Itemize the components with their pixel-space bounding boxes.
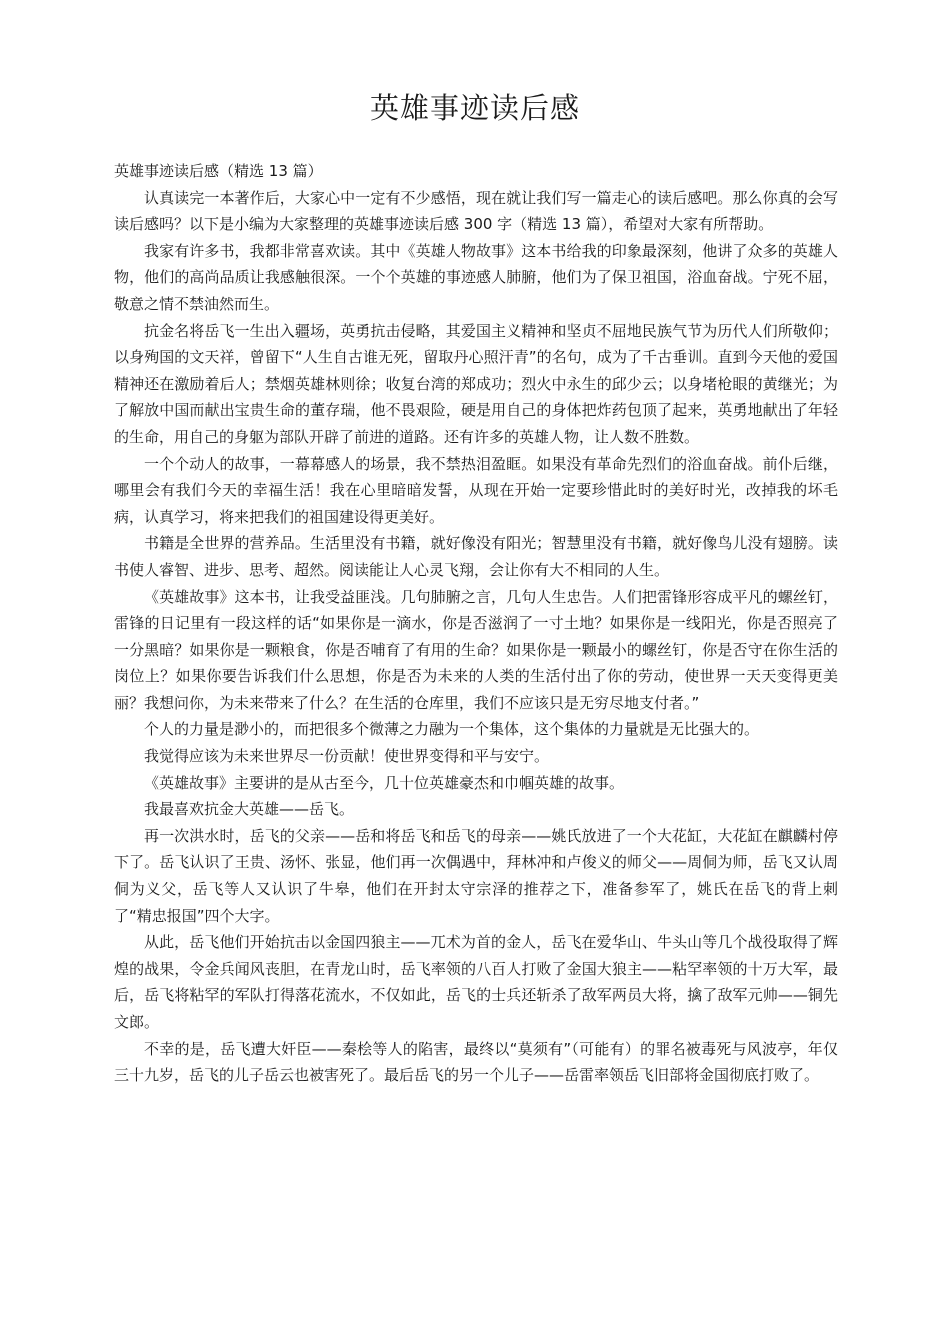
paragraph-intro: 认真读完一本著作后，大家心中一定有不少感悟，现在就让我们写一篇走心的读后感吧。那么你真的会写读后感吗？以下是小编为大家整理的英雄事迹读后感 300 字（精选 13 篇），希望对大家有所帮助。	[114, 188, 838, 234]
paragraph: 《英雄故事》这本书，让我受益匪浅。几句肺腑之言，几句人生忠告。人们把雷锋形容成平凡的螺丝钉，雷锋的日记里有一段这样的话“如果你是一滴水，你是否滋润了一寸土地？如果你是一线阳光，你是否照亮了一分黑暗？如果你是一颗粮食，你是否哺育了有用的生命？如果你是一颗最小的螺丝钉，你是否守在你生活的岗位上？如果你要告诉我们什么思想，你是否为未来的人类的生活付出了你的劳动，使世界一天天变得更美丽？我想问你，为未来带来了什么？在生活的仓库里，我们不应该只是无穷尽地支付者。”	[114, 587, 838, 712]
paragraph: 我觉得应该为未来世界尽一份贡献！使世界变得和平与安宁。	[144, 747, 550, 766]
document-title: 英雄事迹读后感	[369, 91, 580, 125]
paragraph: 我最喜欢抗金大英雄——岳飞。	[144, 800, 355, 819]
paragraph: 书籍是全世界的营养品。生活里没有书籍，就好像没有阳光；智慧里没有书籍，就好像鸟儿没有翅膀。读书使人睿智、进步、思考、超然。阅读能让人心灵飞翔，会让你有大不相同的人生。	[114, 534, 838, 579]
paragraph: 我家有许多书，我都非常喜欢读。其中《英雄人物故事》这本书给我的印象最深刻，他讲了众多的英雄人物，他们的高尚品质让我感触很深。一个个英雄的事迹感人肺腑，他们为了保卫祖国，浴血奋战。宁死不屈，敬意之情不禁油然而生。	[114, 241, 838, 313]
document-subtitle: 英雄事迹读后感（精选 13 篇）	[114, 162, 323, 180]
paragraph: 一个个动人的故事，一幕幕感人的场景，我不禁热泪盈眶。如果没有革命先烈们的浴血奋战。前仆后继，哪里会有我们今天的幸福生活！我在心里暗暗发誓，从现在开始一定要珍惜此时的美好时光，改掉我的坏毛病，认真学习，将来把我们的祖国建设得更美好。	[114, 454, 838, 526]
paragraph: 从此，岳飞他们开始抗击以金国四狼主——兀术为首的金人，岳飞在爱华山、牛头山等几个战役取得了辉煌的战果，令金兵闻风丧胆，在青龙山时，岳飞率领的八百人打败了金国大狼主——粘罕率领的十万大军，最后，岳飞将粘罕的军队打得落花流水，不仅如此，岳飞的士兵还斩杀了敌军两员大将，擒了敌军元帅——铜先文郎。	[114, 933, 838, 1031]
document-body	[114, 158, 838, 1089]
paragraph: 个人的力量是渺小的，而把很多个微薄之力融为一个集体，这个集体的力量就是无比强大的。	[144, 720, 760, 739]
paragraph: 再一次洪水时，岳飞的父亲——岳和将岳飞和岳飞的母亲——姚氏放进了一个大花缸，大花缸在麒麟村停下了。岳飞认识了王贵、汤怀、张显，他们再一次偶遇中，拜林冲和卢俊义的师父——周侗为师，岳飞又认周侗为义父，岳飞等人又认识了牛皋，他们在开封太守宗泽的推荐之下，准备参军了，姚氏在岳飞的背上刺了“精忠报国”四个大字。	[114, 826, 838, 925]
paragraph: 抗金名将岳飞一生出入疆场，英勇抗击侵略，其爱国主义精神和坚贞不屈地民族气节为历代人们所敬仰；以身殉国的文天祥，曾留下“人生自古谁无死，留取丹心照汗青”的名句，成为了千古垂训。直到今天他的爱国精神还在激励着后人；禁烟英雄林则徐；收复台湾的郑成功；烈火中永生的邱少云；以身堵枪眼的黄继光；为了解放中国而献出宝贵生命的董存瑞，他不畏艰险，硬是用自己的身体把炸药包顶了起来，英勇地献出了年轻的生命，用自己的身躯为部队开辟了前进的道路。还有许多的英雄人物，让人数不胜数。	[114, 321, 838, 446]
paragraph: 不幸的是，岳飞遭大奸臣——秦桧等人的陷害，最终以“莫须有”（可能有）的罪名被毒死与风波亭，年仅三十九岁，岳飞的儿子岳云也被害死了。最后岳飞的另一个儿子——岳雷率领岳飞旧部将金国彻底打败了。	[114, 1039, 838, 1085]
paragraph: 《英雄故事》主要讲的是从古至今，几十位英雄豪杰和巾帼英雄的故事。	[144, 773, 625, 792]
